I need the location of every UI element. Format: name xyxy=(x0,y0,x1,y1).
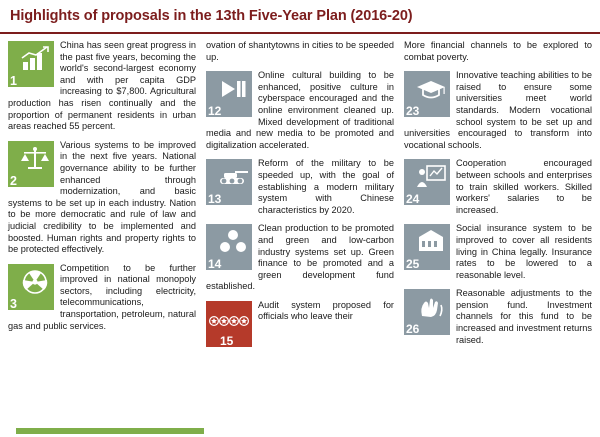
tank-military-icon xyxy=(216,160,250,194)
bar-chart-growth-icon xyxy=(18,42,52,76)
column-1 xyxy=(8,40,196,434)
column-2 xyxy=(206,40,394,434)
item-number: 23 xyxy=(406,104,420,119)
item-number: 15 xyxy=(220,333,234,348)
helping-hands-icon xyxy=(414,290,448,324)
item-number: 25 xyxy=(406,257,420,272)
item-badge xyxy=(8,141,54,187)
continuation-text: More financial channels to be explored to combat poverty. xyxy=(404,40,592,62)
list-item xyxy=(8,40,196,133)
list-item xyxy=(206,70,394,151)
item-text: Audit system proposed for officials who leave their xyxy=(258,299,394,322)
radiation-energy-icon xyxy=(18,265,52,299)
item-number: 26 xyxy=(406,322,420,337)
list-item xyxy=(206,300,394,348)
page-title: Highlights of proposals in the 13th Five-Year Plan (2016-20) xyxy=(10,8,413,24)
item-number: 12 xyxy=(208,104,222,119)
item-badge xyxy=(206,301,252,347)
item-badge xyxy=(206,224,252,270)
list-item xyxy=(404,70,592,151)
list-item xyxy=(404,288,592,346)
scales-justice-icon xyxy=(18,142,52,176)
item-number: 24 xyxy=(406,192,420,207)
item-badge xyxy=(404,224,450,270)
item-text: Reform of the military to be speeded up, with the goal of establishing a modern military system with Chinese characteristics by 2020. xyxy=(258,158,394,215)
person-presentation-icon xyxy=(414,160,448,194)
item-number: 13 xyxy=(208,192,222,207)
column-3 xyxy=(404,40,592,434)
item-badge xyxy=(404,159,450,205)
item-text: Online cultural building to be enhanced, positive culture in cyberspace encouraged and the online environment cleaned up. Mixed development of traditional media and new media to be promoted and digitalization accelerated. xyxy=(206,70,394,150)
list-item xyxy=(404,158,592,216)
page-header xyxy=(0,0,600,34)
media-play-icon xyxy=(216,72,250,106)
item-text: Competition to be further improved in national monopoly sectors, including electricity, telecommunications, transportation, petroleum, natural gas and public services. xyxy=(8,262,196,331)
item-number: 14 xyxy=(208,257,222,272)
item-number: 2 xyxy=(10,173,17,188)
item-badge xyxy=(206,159,252,205)
item-number: 1 xyxy=(10,74,17,88)
list-item xyxy=(404,223,592,281)
list-item xyxy=(206,223,394,293)
item-text: Various systems to be improved in the next five years. National governance ability to be further enhanced through modernization, and basic systems to be set up in each industry. Nation to be more democratic and rule of law and judicial credibility to be implemented and boosted. Human rights and property rights to be protected effectively. xyxy=(8,139,196,255)
item-badge xyxy=(8,264,54,310)
item-text: Innovative teaching abilities to be raised to ensure some universities meet world standards. Modern vocational school system to be set up and universities encouraged to transform into vocational schools. xyxy=(404,70,592,150)
item-number: 3 xyxy=(10,296,17,311)
item-badge xyxy=(206,71,252,117)
molecule-green-icon xyxy=(216,225,250,259)
list-item xyxy=(8,140,196,256)
item-text: China has seen great progress in the past five years, becoming the world's second-largest economy and with per capita GDP increasing to $7,800. Agricultural production has risen continually and the proportion of permanent residents in urban areas reached 55 percent. xyxy=(8,40,196,132)
item-text: Social insurance system to be improved to cover all residents living in China legally. Insurance rates to be lowered to a reasonable level. xyxy=(456,223,592,280)
column-bottom-accent xyxy=(16,428,204,434)
item-text: Cooperation encouraged between schools and enterprises to train skilled workers. Skilled workers' salaries to be increased. xyxy=(456,158,592,215)
building-insurance-icon xyxy=(414,225,448,259)
four-stars-rating-icon xyxy=(209,304,249,338)
columns-container xyxy=(0,34,600,434)
list-item xyxy=(8,263,196,333)
item-badge xyxy=(404,289,450,335)
item-badge xyxy=(8,41,54,87)
item-badge xyxy=(404,71,450,117)
item-text: Reasonable adjustments to the pension fund. Investment channels for this fund to be increased and investment returns raised. xyxy=(456,288,592,345)
graduation-cap-icon xyxy=(414,72,448,106)
continuation-text: ovation of shantytowns in cities to be speeded up. xyxy=(206,40,394,62)
list-item xyxy=(206,158,394,216)
item-text: Clean production to be promoted and green and low-carbon industry systems set up. Green finance to be promoted and a green development fund established. xyxy=(206,223,394,292)
